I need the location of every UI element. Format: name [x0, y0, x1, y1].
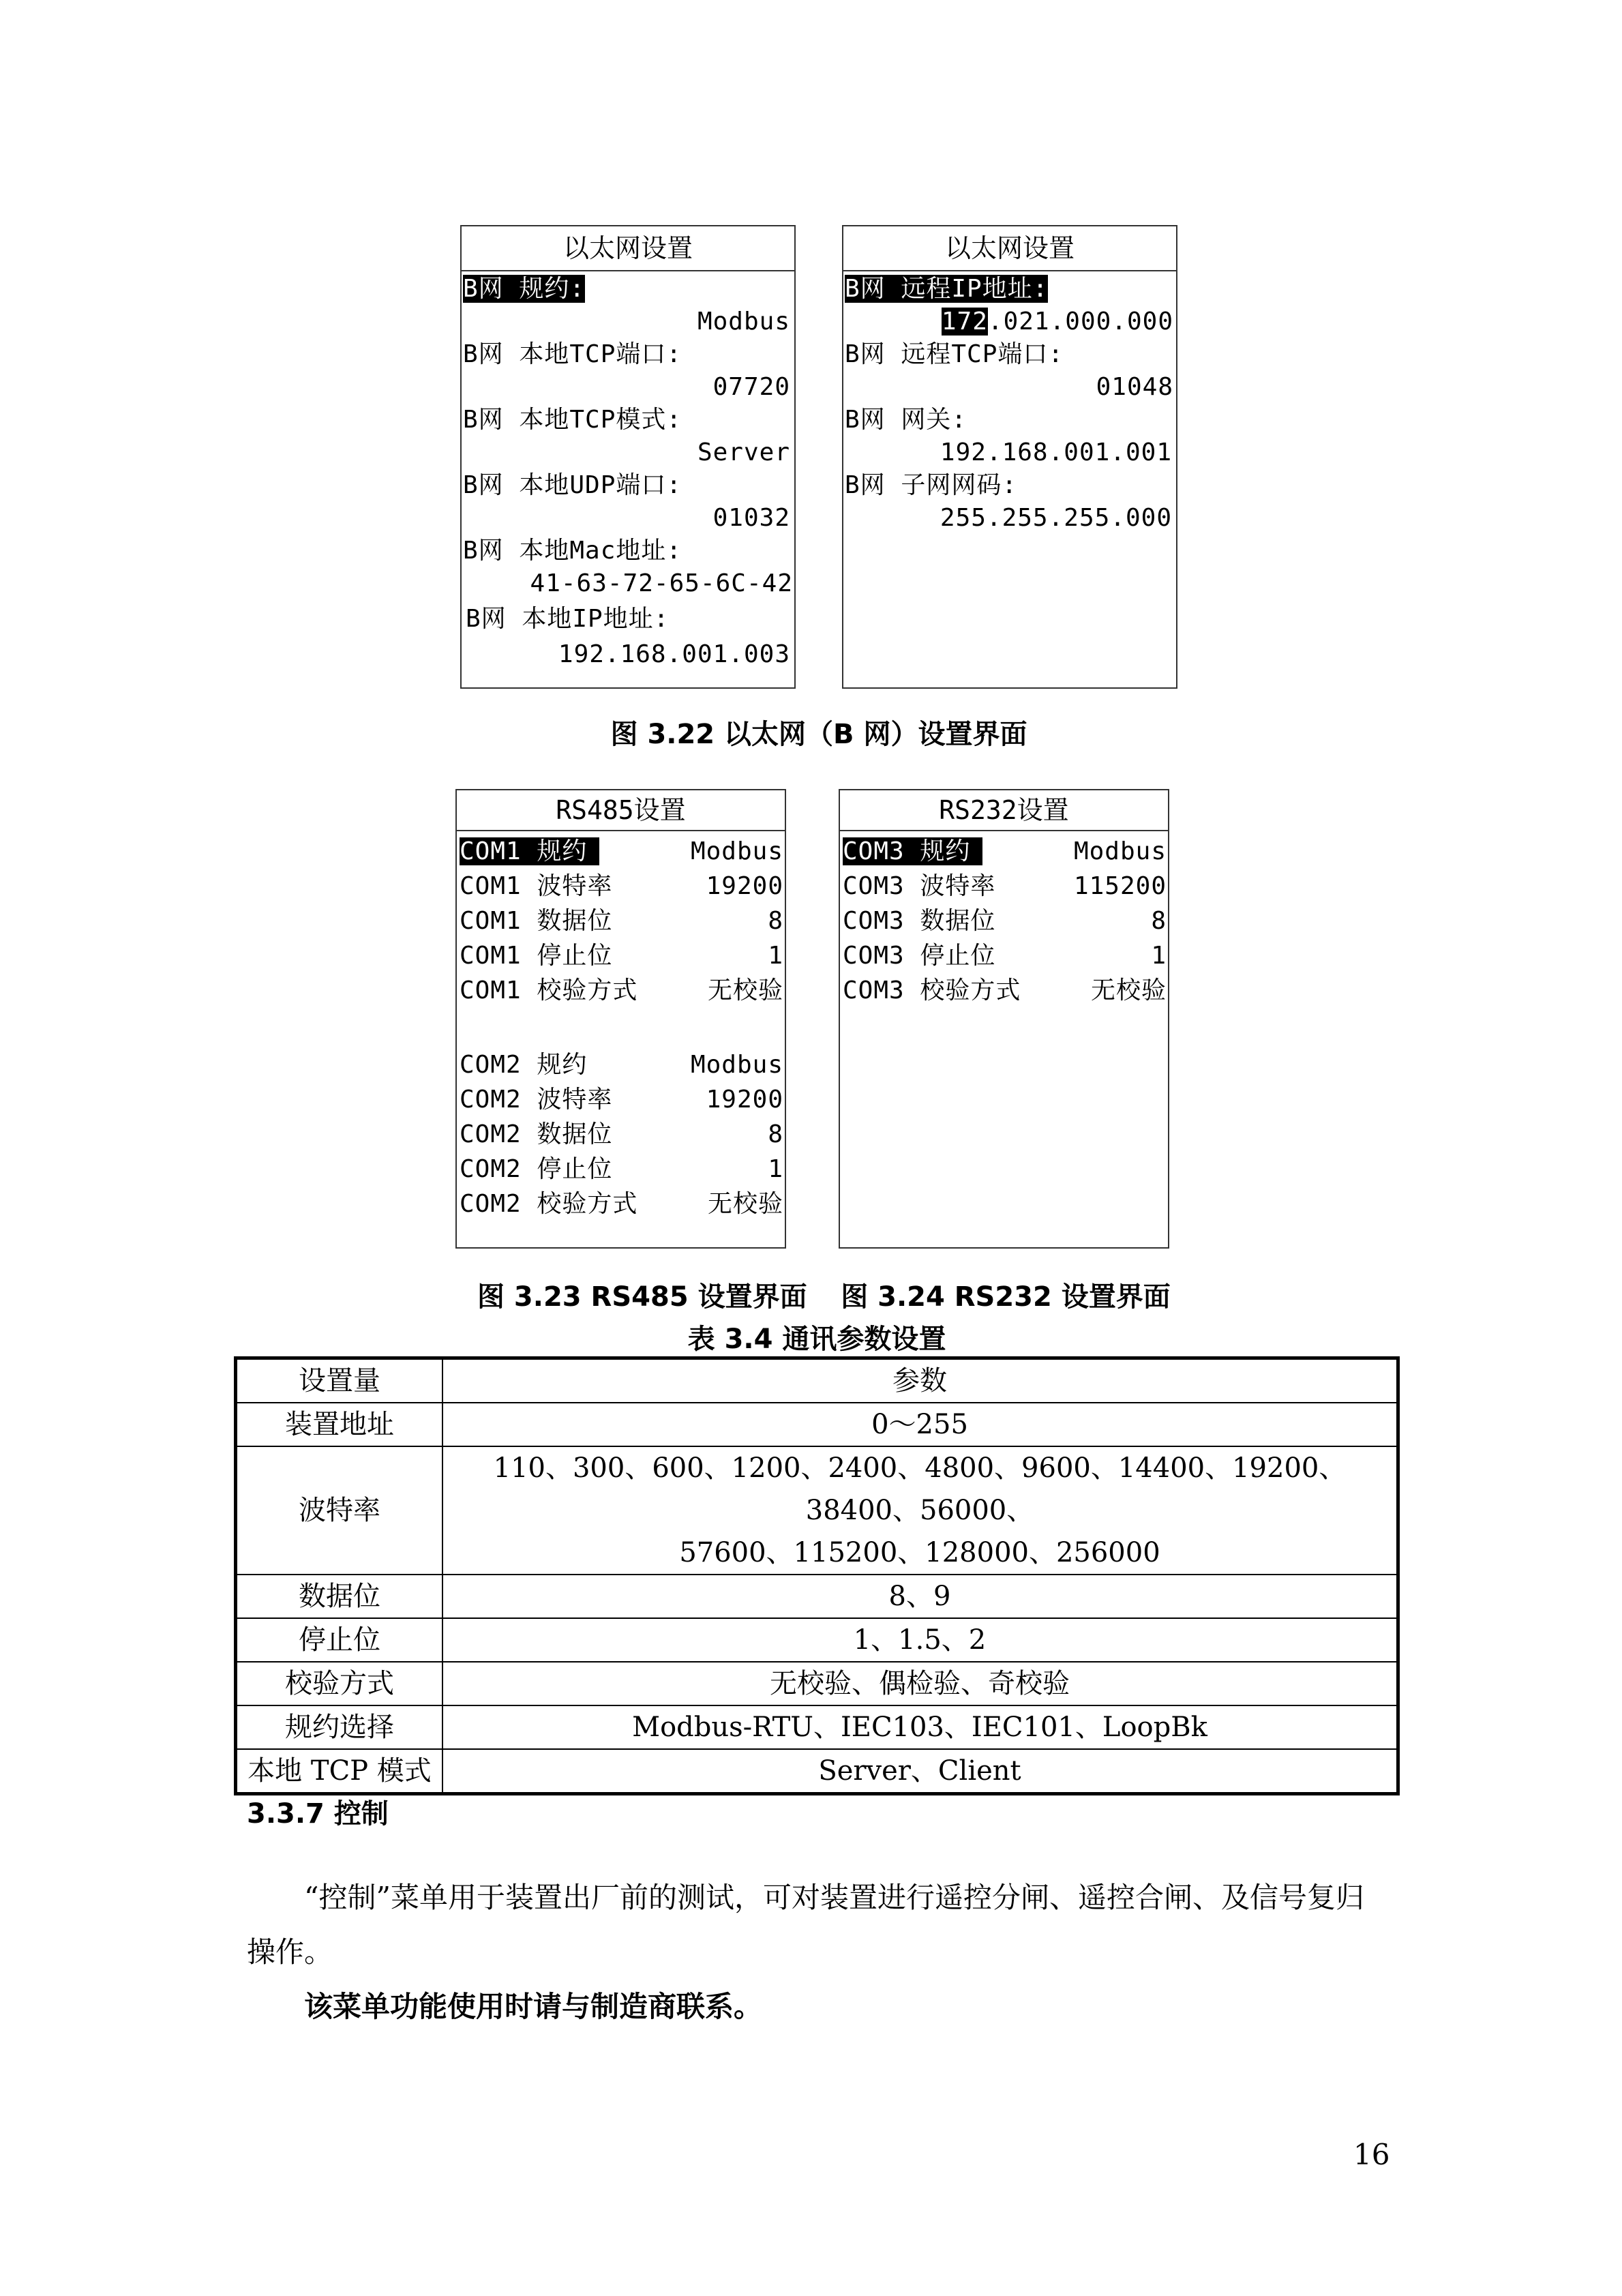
table-row [236, 1749, 1398, 1794]
table-cell: 数据位 [236, 1575, 443, 1618]
setting-value: Modbus [690, 837, 783, 865]
setting-label: COM2 停止位 [460, 1155, 613, 1183]
label: B网 本地IP地址: [466, 605, 670, 633]
ethernet-b-left-panel [460, 225, 796, 689]
setting-value: 1 [768, 1155, 783, 1183]
setting-value: 19200 [706, 872, 783, 900]
setting-value: 1 [768, 942, 783, 970]
table-cell [442, 1446, 1398, 1575]
table-cell: Modbus-RTU、IEC103、IEC101、LoopBk [442, 1705, 1398, 1749]
setting-label: COM2 规约 [460, 1051, 588, 1079]
setting-label: COM3 校验方式 [843, 976, 1021, 1004]
paragraph: “控制”菜单用于装置出厂前的测试，可对装置进行遥控分闸、遥控合闸、及信号复归 [304, 1881, 1364, 1914]
setting-label: COM3 停止位 [843, 942, 996, 970]
setting-label: COM2 校验方式 [460, 1190, 638, 1218]
setting-label: COM1 校验方式 [460, 976, 638, 1004]
setting-value: 无校验 [707, 1190, 783, 1218]
table-cell: 无校验、偶检验、奇校验 [442, 1662, 1398, 1705]
value: 01032 [712, 504, 790, 532]
table-cell: Server、Client [442, 1749, 1398, 1794]
page-number: 16 [1353, 2138, 1390, 2171]
table-cell: 波特率 [236, 1446, 443, 1575]
selected-item[interactable]: B网 规约: [463, 275, 586, 303]
table-row [236, 1446, 1398, 1575]
label: B网 子网网码: [845, 471, 1018, 499]
selected-item[interactable]: B网 远程IP地址: [845, 275, 1049, 303]
section-heading: 3.3.7 控制 [247, 1798, 389, 1830]
panel-title: 以太网设置 [462, 226, 794, 271]
label: B网 本地TCP模式: [463, 406, 682, 434]
value: 192.168.001.003 [558, 640, 790, 668]
setting-value: 无校验 [1090, 976, 1167, 1004]
table-cell: 8、9 [442, 1575, 1398, 1618]
setting-value: 8 [768, 1120, 783, 1148]
setting-value: 1 [1151, 942, 1167, 970]
setting-value: 19200 [706, 1086, 783, 1114]
ip-rest: .021.000.000 [987, 308, 1173, 336]
cell-line: 110、300、600、1200、2400、4800、9600、14400、19200、38400、56000、 [493, 1452, 1347, 1526]
table-cell: 0～255 [442, 1403, 1398, 1446]
label: B网 本地Mac地址: [463, 537, 682, 565]
table-cell: 停止位 [236, 1618, 443, 1662]
table-cell: 校验方式 [236, 1662, 443, 1705]
setting-label: COM3 波特率 [843, 872, 996, 900]
setting-value: Modbus [690, 1051, 783, 1079]
label: B网 本地UDP端口: [463, 471, 682, 499]
value: Server [697, 438, 790, 466]
table-cell: 1、1.5、2 [442, 1618, 1398, 1662]
setting-label: COM2 数据位 [460, 1120, 613, 1148]
setting-label: COM1 数据位 [460, 907, 613, 935]
table-caption: 表 3.4 通讯参数设置 [687, 1324, 946, 1355]
panel-title: RS485设置 [457, 790, 785, 831]
table-row [236, 1662, 1398, 1705]
setting-label: COM3 数据位 [843, 907, 996, 935]
label: B网 网关: [845, 406, 967, 434]
table-row [236, 1705, 1398, 1749]
paragraph-continuation: 操作。 [247, 1935, 333, 1969]
panel-title: 以太网设置 [843, 226, 1176, 271]
figure-caption: 图 3.22 以太网（B 网）设置界面 [610, 719, 1027, 750]
figure-caption: 图 3.24 RS232 设置界面 [841, 1281, 1171, 1313]
label: B网 本地TCP端口: [463, 340, 682, 368]
setting-value: 8 [768, 907, 783, 935]
setting-value: 无校验 [707, 976, 783, 1004]
table-header-row [236, 1358, 1398, 1403]
ip-cursor[interactable]: 172 [941, 308, 988, 336]
setting-label[interactable]: COM1 规约 [460, 835, 599, 868]
value: 255.255.255.000 [940, 504, 1172, 532]
setting-label[interactable]: COM3 规约 [843, 835, 982, 868]
communication-params-table [234, 1356, 1400, 1795]
cell-line: 57600、115200、128000、256000 [679, 1537, 1160, 1568]
value: Modbus [697, 308, 790, 336]
table-row [236, 1575, 1398, 1618]
table-row [236, 1403, 1398, 1446]
panel-title: RS232设置 [840, 790, 1168, 831]
setting-value: 8 [1151, 907, 1167, 935]
rs485-panel [455, 789, 786, 1249]
label: B网 远程TCP端口: [845, 340, 1064, 368]
table-header: 设置量 [236, 1358, 443, 1403]
table-cell: 本地 TCP 模式 [236, 1749, 443, 1794]
rs232-panel [839, 789, 1169, 1249]
table-cell: 装置地址 [236, 1403, 443, 1446]
table-cell: 规约选择 [236, 1705, 443, 1749]
ethernet-b-right-panel [842, 225, 1177, 689]
setting-value: 115200 [1073, 872, 1167, 900]
setting-label: COM1 停止位 [460, 942, 613, 970]
value: 07720 [712, 373, 790, 401]
notice: 该菜单功能使用时请与制造商联系。 [304, 1990, 763, 2023]
setting-label: COM2 波特率 [460, 1086, 613, 1114]
value: 41-63-72-65-6C-42 [530, 569, 793, 597]
setting-value: Modbus [1073, 837, 1167, 865]
table-header: 参数 [442, 1358, 1398, 1403]
setting-label: COM1 波特率 [460, 872, 613, 900]
table-row [236, 1618, 1398, 1662]
figure-caption: 图 3.23 RS485 设置界面 [477, 1281, 807, 1313]
value: 01048 [1096, 373, 1173, 401]
value: 192.168.001.001 [940, 438, 1172, 466]
